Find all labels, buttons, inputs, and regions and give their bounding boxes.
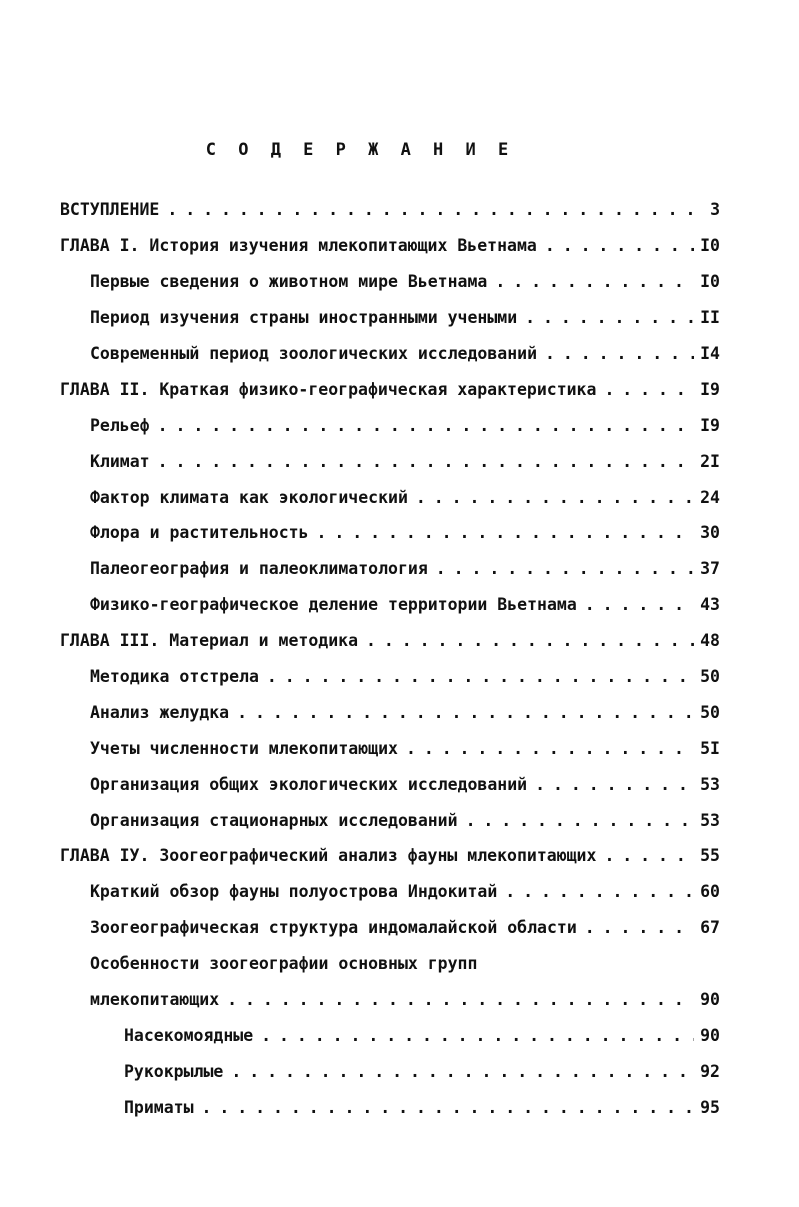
toc-entry-page: 55 [700, 846, 720, 866]
toc-entry [0, 515, 799, 551]
toc-entry-title: Организация стационарных исследований [90, 810, 458, 830]
toc-entry [0, 802, 799, 838]
toc-entry-page: 67 [700, 918, 720, 938]
toc-entry-page: 53 [700, 774, 720, 794]
toc-entry [0, 479, 799, 515]
toc-entry-page: 30 [700, 523, 720, 543]
toc-entry-page: I0 [700, 236, 720, 256]
leader-dots [366, 631, 694, 650]
toc-entry-title: Палеогеография и палеоклиматология [90, 559, 428, 579]
toc-entry-page: 3 [710, 200, 720, 220]
toc-entry-page: I9 [700, 379, 720, 399]
leader-dots [525, 308, 694, 327]
toc-entry-page: II [700, 308, 720, 328]
toc-entry [0, 443, 799, 479]
leader-dots [227, 990, 694, 1009]
leader-dots [585, 595, 694, 614]
toc-entry-page: 37 [700, 559, 720, 579]
leader-dots [604, 846, 694, 865]
toc-entry-page: 53 [700, 810, 720, 830]
leader-dots [237, 703, 694, 722]
toc-entry [0, 407, 799, 443]
toc-entry-page: I9 [700, 415, 720, 435]
toc-entry [0, 264, 799, 300]
toc-entry [0, 694, 799, 730]
leader-dots [505, 882, 694, 901]
toc-entry-title: Флора и растительность [90, 523, 309, 543]
toc-entry-page: 90 [700, 1025, 720, 1045]
leader-dots [545, 344, 694, 363]
leader-dots [585, 918, 694, 937]
toc-entry-title: млекопитающих [90, 990, 220, 1010]
leader-dots [495, 272, 694, 291]
toc-entry [0, 1017, 799, 1053]
table-of-contents [0, 192, 799, 1125]
toc-entry [0, 874, 799, 910]
toc-entry-title: Рукокрылые [124, 1061, 224, 1081]
leader-dots [267, 667, 694, 686]
toc-entry-title: Современный период зоологических исследований [90, 344, 538, 363]
toc-entry-title: Краткий обзор фауны полуострова Индокитай [90, 882, 498, 902]
toc-entry-page: 90 [700, 990, 720, 1010]
toc-entry-title: Приматы [124, 1097, 194, 1117]
toc-entry-title: ГЛАВА III. Материал и методика [60, 631, 359, 651]
toc-entry [0, 623, 799, 659]
leader-dots [158, 452, 694, 471]
toc-entry-page: I4 [700, 344, 720, 363]
leader-dots [261, 1026, 694, 1045]
toc-entry-page: 43 [700, 595, 720, 615]
toc-entry-page: 60 [700, 882, 720, 902]
toc-entry [0, 766, 799, 802]
toc-entry-title: Учеты численности млекопитающих [90, 738, 398, 758]
toc-entry [0, 946, 799, 982]
toc-entry-page: 50 [700, 702, 720, 722]
toc-entry [0, 1053, 799, 1089]
toc-entry-page: 50 [700, 667, 720, 687]
toc-entry-title: Фактор климата как экологический [90, 487, 408, 507]
toc-entry-title: Климат [90, 451, 150, 471]
toc-entry-page: 2I [700, 451, 720, 471]
toc-entry [0, 659, 799, 695]
toc-entry-title: ГЛАВА I. История изучения млекопитающих Вьетнама [60, 236, 537, 256]
toc-entry-page: 92 [700, 1061, 720, 1081]
leader-dots [167, 200, 694, 219]
toc-entry [0, 982, 799, 1018]
toc-entry-page: I0 [700, 272, 720, 292]
leader-dots [416, 488, 694, 507]
toc-entry [0, 838, 799, 874]
leader-dots [231, 1062, 694, 1081]
toc-entry-page: 5I [700, 738, 720, 758]
toc-entry-title: Физико-географическое деление территории Вьетнама [90, 595, 577, 615]
leader-dots [202, 1098, 694, 1117]
toc-entry-title: Зоогеографическая структура индомалайской области [90, 918, 577, 938]
toc-entry [0, 300, 799, 336]
toc-entry-title: Особенности зоогеографии основных групп [90, 954, 478, 974]
leader-dots [436, 559, 694, 578]
toc-entry [0, 587, 799, 623]
leader-dots [466, 811, 694, 830]
toc-entry [0, 730, 799, 766]
toc-entry [0, 371, 799, 407]
leader-dots [604, 380, 694, 399]
toc-entry-page: 48 [700, 631, 720, 651]
toc-entry-title: Организация общих экологических исследований [90, 774, 528, 794]
toc-entry-title: Первые сведения о животном мире Вьетнама [90, 272, 488, 292]
toc-entry-page: 24 [700, 487, 720, 507]
leader-dots [158, 416, 694, 435]
toc-entry-title: ВСТУПЛЕНИЕ [60, 200, 160, 220]
leader-dots [535, 775, 694, 794]
toc-entry-title: Период изучения страны иностранными учеными [90, 308, 518, 328]
toc-entry-title: Методика отстрела [90, 667, 259, 687]
toc-entry-title: ГЛАВА II. Краткая физико-географическая характеристика [60, 379, 597, 399]
toc-entry-title: Анализ желудка [90, 702, 230, 722]
toc-entry [0, 1089, 799, 1125]
toc-entry-page: 95 [700, 1097, 720, 1117]
leader-dots [406, 739, 694, 758]
toc-entry [0, 228, 799, 264]
toc-entry [0, 551, 799, 587]
leader-dots [317, 523, 694, 542]
toc-entry-title: ГЛАВА IУ. Зоогеографический анализ фауны млекопитающих [60, 846, 597, 866]
toc-entry [0, 910, 799, 946]
toc-entry [0, 336, 799, 372]
page-title: С О Д Е Р Ж А Н И Е [205, 140, 515, 160]
leader-dots [545, 236, 694, 255]
toc-entry-title: Рельеф [90, 415, 150, 435]
toc-entry [0, 192, 799, 228]
toc-entry-title: Насекомоядные [124, 1025, 254, 1045]
